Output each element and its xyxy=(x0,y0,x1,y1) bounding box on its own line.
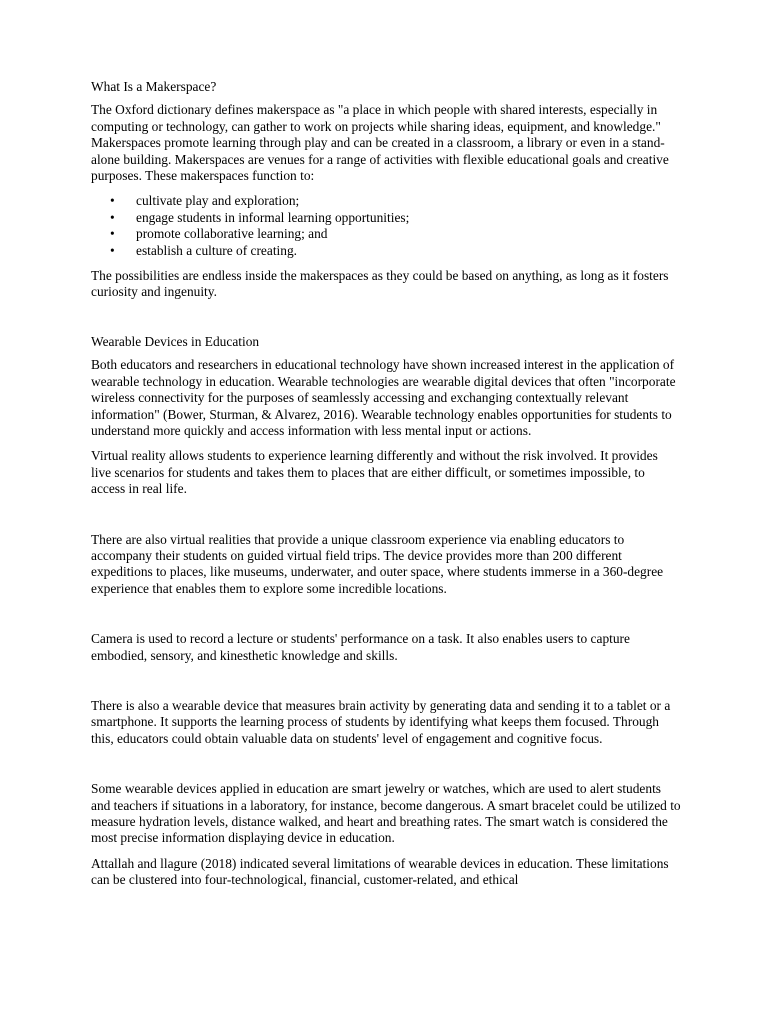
spacer xyxy=(91,756,681,781)
list-item xyxy=(91,226,681,242)
wearables-paragraph: There is also a wearable device that measures brain activity by generating data and sending it to a tablet or a smartphone. It supports the learning process of students by identifying what keeps them focused. Through this, educators could obtain valuable data on students' level of engagement and cognitive focus. xyxy=(91,697,671,746)
list-item-text: cultivate play and exploration; xyxy=(136,193,300,209)
wearables-paragraph: Camera is used to record a lecture or students' performance on a task. It also enables users to capture embodied, sensory, and kinesthetic knowledge and skills. xyxy=(91,631,630,663)
wearables-paragraph: Some wearable devices applied in education are smart jewelry or watches, which are used to alert students and teachers if situations in a laboratory, for instance, become dangerous. A smart bracelet could be utilized to measure hydration levels, distance walked, and heart and breathing rates. The smart watch is considered the most precise information displaying device in education. xyxy=(91,781,681,846)
bullet-icon: • xyxy=(110,226,115,242)
list-item xyxy=(91,193,681,209)
wearables-paragraph: Both educators and researchers in educational technology have shown increased interest in the application of wearable technology in education. Wearable technologies are wearable digital devices that often "incorporate wireless connectivity for the purposes of seamlessly accessing and exchanging contextually relevant information" (Bower, Sturman, & Alvarez, 2016). Wearable technology enables opportunities for students to understand more quickly and access information with less mental input or actions. xyxy=(91,357,676,438)
section-heading-makerspace: What Is a Makerspace? xyxy=(91,79,217,94)
makerspace-closing-paragraph: The possibilities are endless inside the makerspaces as they could be based on anything, as long as it fosters curiosity and ingenuity. xyxy=(91,268,669,300)
list-item-text: establish a culture of creating. xyxy=(136,242,297,258)
wearables-paragraph: Attallah and llagure (2018) indicated several limitations of wearable devices in education. These limitations can be clustered into four-technological, financial, customer-related, and ethical xyxy=(91,855,669,888)
document-body xyxy=(91,79,681,898)
list-item xyxy=(91,243,681,259)
spacer xyxy=(91,673,681,698)
makerspace-functions-list xyxy=(91,193,681,259)
bullet-icon: • xyxy=(110,193,115,209)
spacer xyxy=(91,310,681,334)
section-heading-wearables: Wearable Devices in Education xyxy=(91,333,260,349)
bullet-icon: • xyxy=(110,242,115,258)
spacer xyxy=(91,507,681,532)
wearables-paragraph: There are also virtual realities that provide a unique classroom experience via enabling educators to accompany their students on guided virtual field trips. The device provides more than 200 different expeditions to places, like museums, underwater, and outer space, where students immerse in a 360-degree experience that enables them to explore some incredible locations. xyxy=(91,531,664,596)
list-item xyxy=(91,210,681,226)
makerspace-intro-paragraph: The Oxford dictionary defines makerspace as "a place in which people with shared interests, especially in computing or technology, can gather to work on projects while sharing ideas, equipment, and knowledge." Makerspaces promote learning through play and can be created in a classroom, a library or even in a stand-alone building. Makerspaces are venues for a range of activities with flexible educational goals and creative purposes. These makerspaces function to: xyxy=(91,102,669,184)
bullet-icon: • xyxy=(110,209,115,225)
wearables-paragraph: Virtual reality allows students to experience learning differently and without the risk involved. It provides live scenarios for students and takes them to places that are either difficult, or sometimes impossible, to access in real life. xyxy=(91,448,658,497)
spacer xyxy=(91,606,681,631)
list-item-text: promote collaborative learning; and xyxy=(136,226,328,242)
list-item-text: engage students in informal learning opportunities; xyxy=(136,209,410,225)
